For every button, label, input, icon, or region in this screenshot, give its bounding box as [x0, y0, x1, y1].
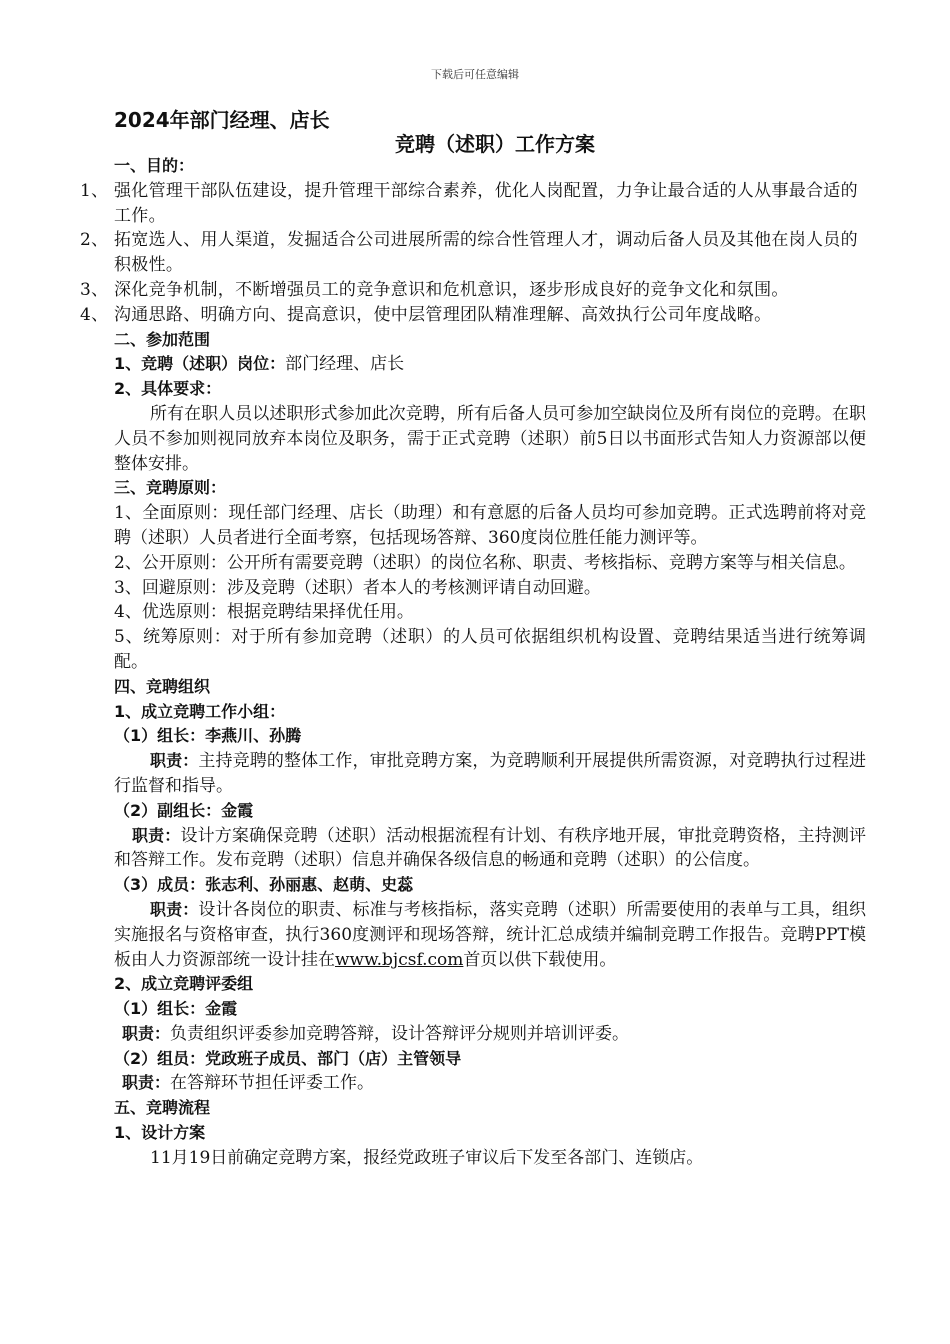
deputy-leader: （2）副组长：金霞: [114, 800, 254, 820]
item-text: 沟通思路、明确方向、提高意识，使中层管理团队精准理解、高效执行公司年度战略。: [114, 304, 772, 325]
step-1-label: 1、设计方案: [114, 1123, 206, 1143]
item-text: 强化管理干部队伍建设，提升管理干部综合素养，优化人岗配置，力争让最合适的人从事最合适的工作。: [114, 180, 858, 226]
jury-members: （2）组员：党政班子成员、部门（店）主管领导: [114, 1048, 462, 1068]
purpose-item-2: [80, 228, 866, 278]
section-3-heading: 三、竞聘原则：: [114, 478, 227, 498]
item-number: 2、: [80, 230, 109, 251]
step-1-text: 11月19日前确定竞聘方案，报经党政班子审议后下发至各部门、连锁店。: [150, 1147, 704, 1168]
duty-label: 职责：: [122, 1073, 171, 1093]
deputy-leader-duty: [114, 824, 866, 874]
duty-text: 负责组织评委参加竞聘答辩，设计答辩评分规则并培训评委。: [170, 1023, 630, 1044]
group-leader-duty: [114, 749, 866, 799]
jury-leader-duty: [114, 1022, 866, 1047]
duty-label: 职责：: [150, 899, 199, 919]
item-text: 拓宽选人、用人渠道，发掘适合公司进展所需的综合性管理人才，调动后备人员及其他在岗人员的积极性。: [114, 230, 858, 276]
post-label: 1、竞聘（述职）岗位：: [114, 354, 286, 374]
group-leader: （1）组长：李燕川、孙腾: [114, 726, 302, 746]
title-line-2: 竞聘（述职）工作方案: [395, 132, 595, 156]
item-number: 3、: [80, 279, 109, 300]
post-value: 部门经理、店长: [285, 354, 405, 375]
item-number: 4、: [80, 304, 109, 325]
requirements-text: 所有在职人员以述职形式参加此次竞聘，所有后备人员可参加空缺岗位及所有岗位的竞聘。在职人员不参加则视同放弃本岗位及职务，需于正式竞聘（述职）前5日以书面形式告知人力资源部以便整体安排。: [114, 403, 866, 474]
purpose-item-4: [80, 303, 866, 328]
section-1-heading: 一、目的：: [114, 156, 195, 175]
duty-label: 职责：: [122, 1023, 171, 1043]
duty-text: 在答辩环节担任评委工作。: [170, 1073, 375, 1094]
download-link[interactable]: www.bjcsf.com: [335, 949, 464, 970]
duty-text-end: 首页以供下载使用。: [463, 949, 617, 970]
section-4-heading: 四、竞聘组织: [114, 676, 211, 696]
header-note: 下载后可任意编辑: [431, 68, 519, 81]
requirements-label: 2、具体要求：: [114, 379, 222, 399]
jury-leader: （1）组长：金霞: [114, 999, 238, 1019]
duty-label: 职责：: [132, 825, 181, 845]
duty-label: 职责：: [150, 751, 199, 771]
document-body: [80, 154, 866, 1171]
duty-text: 主持竞聘的整体工作，审批竞聘方案，为竞聘顺利开展提供所需资源，对竞聘执行过程进行监督和指导。: [114, 751, 866, 796]
principle-item-1: 1、全面原则：现任部门经理、店长（助理）和有意愿的后备人员均可参加竞聘。正式选聘前将对竞聘（述职）人员者进行全面考察，包括现场答辩、360度岗位胜任能力测评等。: [114, 503, 866, 548]
work-group-label: 1、成立竞聘工作小组：: [114, 701, 286, 721]
post-line: [114, 352, 866, 377]
purpose-item-1: [80, 179, 866, 229]
jury-group-label: 2、成立竞聘评委组: [114, 974, 254, 994]
principle-item-5: 5、统筹原则：对于所有参加竞聘（述职）的人员可依据组织机构设置、竞聘结果适当进行统筹调配。: [114, 627, 866, 672]
principle-item-2: 2、公开原则：公开所有需要竞聘（述职）的岗位名称、职责、考核指标、竞聘方案等与相关信息。: [114, 552, 856, 573]
title-line-1: 2024年部门经理、店长: [114, 108, 330, 132]
group-members: （3）成员：张志利、孙丽惠、赵萌、史蕊: [114, 875, 414, 895]
duty-text: 设计各岗位的职责、标准与考核指标，落实竞聘（述职）所需要使用的表单与工具，组织实施报名与资格审查，执行360度测评和现场答辩，统计汇总成绩并编制竞聘工作报告。竞聘PPT模板由人力资源部统一设计挂在: [114, 899, 866, 970]
group-members-duty: [114, 898, 866, 972]
purpose-item-3: [80, 278, 866, 303]
item-number: 1、: [80, 180, 109, 201]
principle-item-3: 3、回避原则：涉及竞聘（述职）者本人的考核测评请自动回避。: [114, 577, 601, 598]
item-text: 深化竞争机制，不断增强员工的竞争意识和危机意识，逐步形成良好的竞争文化和氛围。: [114, 279, 789, 300]
section-2-heading: 二、参加范围: [114, 329, 211, 349]
duty-text: 设计方案确保竞聘（述职）活动根据流程有计划、有秩序地开展，审批竞聘资格，主持测评和答辩工作。发布竞聘（述职）信息并确保各级信息的畅通和竞聘（述职）的公信度。: [114, 825, 866, 871]
jury-members-duty: [114, 1071, 866, 1096]
principle-item-4: 4、优选原则：根据竞聘结果择优任用。: [114, 602, 414, 623]
section-5-heading: 五、竞聘流程: [114, 1098, 211, 1118]
